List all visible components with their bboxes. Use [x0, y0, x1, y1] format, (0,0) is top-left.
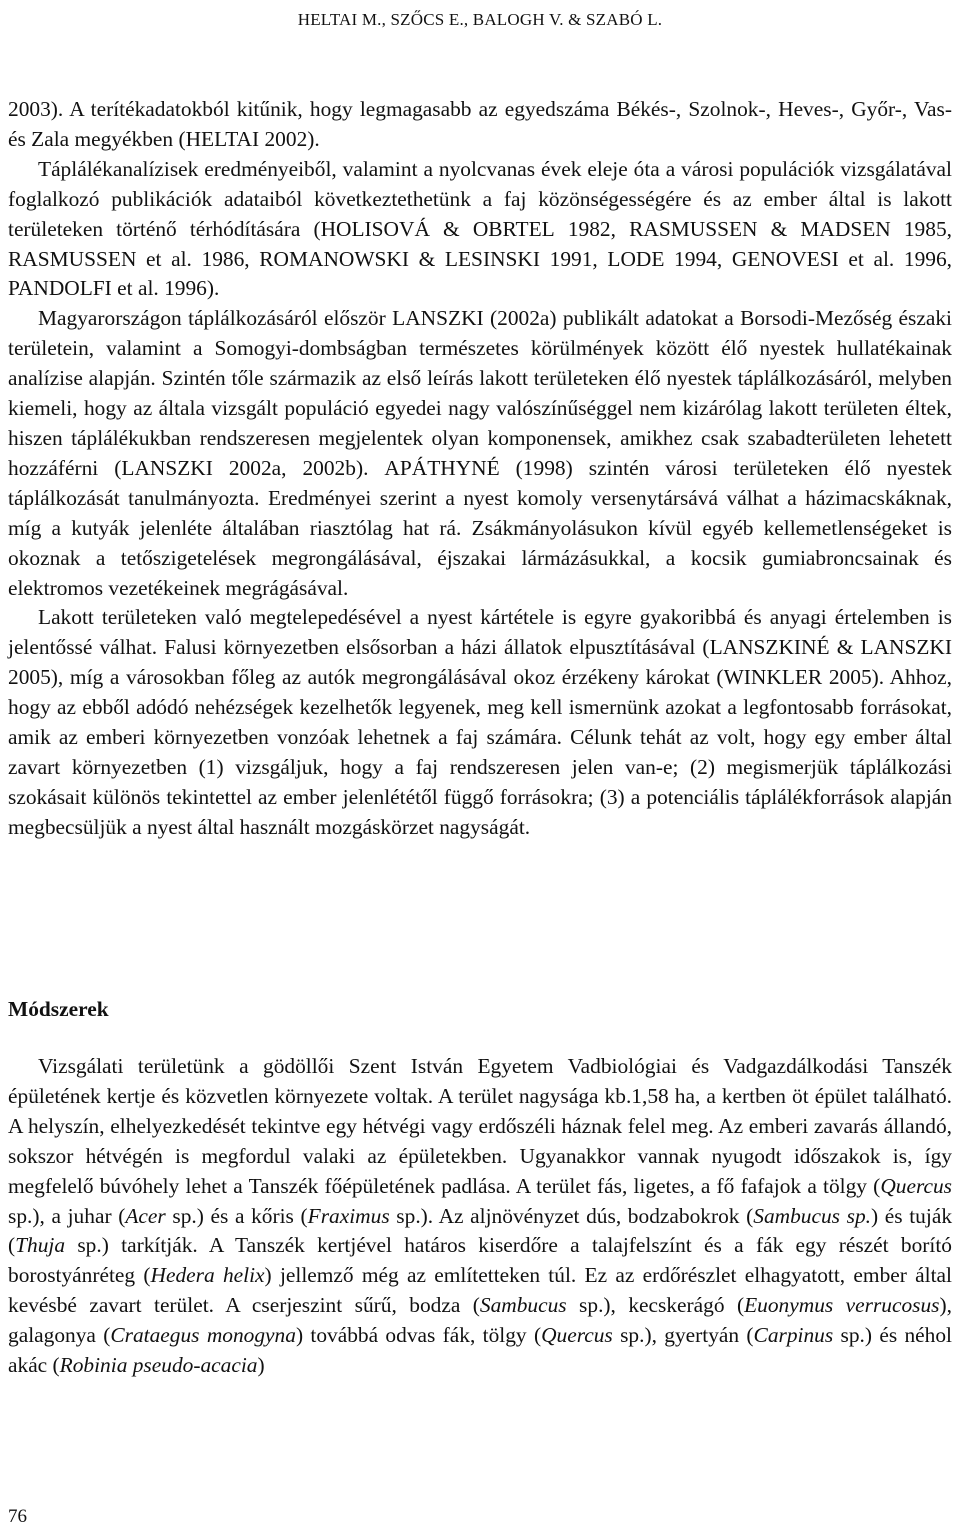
body-text-methods — [8, 1052, 952, 1381]
paragraph-food-analyses: Táplálékanalízisek eredményeiből, valamint a nyolcvanas évek eleje óta a városi populációk vizsgálatával foglalkozó publikációk adataiból következtethetünk a faj közönségességére és az ember által is lakott területeken történő térhódítására (HOLISOVÁ & OBRTEL 1982, RASMUSSEN & MADSEN 1985, RASMUSSEN et al. 1986, ROMANOWSKI & LESINSKI 1991, LODE 1994, GENOVESI et al. 1996, PANDOLFI et al. 1996). — [8, 156, 952, 301]
body-text-upper — [8, 95, 952, 843]
paragraph-hungary-diet: Magyarországon táplálkozásáról először LANSZKI (2002a) publikált adatokat a Borsodi-Mezőség északi területein, valamint a Somogyi-dombságban természetes körülmények között élő nyestek hullatékainak analízise alapján. Szintén tőle származik az első leírás lakott területeken élő nyestek táplálkozásáról, melyben kiemeli, hogy az általa vizsgált populáció egyedei nagy valószínűséggel nem kizárólag lakott területen éltek, hiszen táplálékukban rendszeresen megjelentek olyan komponensek, amikhez csak szabadterületen lehetett hozzáférni (LANSZKI 2002a, 2002b). APÁTHYNÉ (1998) szintén városi területeken élő nyestek táplálkozását tanulmányozta. Eredményei szerint a nyest komoly versenytársává válhat a házimacskáknak, míg a kutyák jelenléte általában riasztólag hat rá. Zsákmányolásukon kívül egyéb kellemetlenségeket is okoznak a tetőszigetelések megrongálásával, éjszakai lármázásukkal, a kocsik gumiabroncsainak és elektromos vezetékeinek megrágásával. — [8, 306, 952, 600]
paragraph-study-area: Vizsgálati területünk a gödöllői Szent István Egyetem Vadbiológiai és Vadgazdálkodási Tanszék épületének kertje és közvetlen környezete voltak. A terület nagysága kb.1,58 ha, a kertben öt épület található. A helyszín, elhelyezkedését tekintve egy hétvégi vagy erdőszéli háznak felel meg. Az emberi zavarás állandó, sokszor hétvégén is megfordul valaki az épületekben. Ugyanakkor vannak nyugodt időszakok is, így megfelelő búvóhely lehet a Tanszék főépületének padlása. A terület fás, ligetes, a fő fafajok a tölgy (Quercus sp.), a juhar (Acer sp.) és a kőris (Fraximus sp.). Az aljnövényzet dús, bodzabokrok (Sambucus sp.) és tuják (Thuja sp.) tarkítják. A Tanszék kertjével határos kiserdőre a talajfelszínt és a fák egy részét borító borostyánréteg (Hedera helix) jellemző még az említetteken túl. Ez az erdőrészlet elhagyatott, ember által kevésbé zavart terület. A cserjeszint sűrű, bodza (Sambucus sp.), kecskerágó (Euonymus verrucosus), galagonya (Crataegus monogyna) továbbá odvas fák, tölgy (Quercus sp.), gyertyán (Carpinus sp.) és néhol akác (Robinia pseudo-acacia) — [8, 1054, 953, 1378]
page-number: 76 — [8, 1506, 27, 1527]
paragraph-continued: 2003). A terítékadatokból kitűnik, hogy legmagasabb az egyedszáma Békés-, Szolnok-, Heves-, Győr-, Vas- és Zala megyékben (HELTAI 2002). — [8, 97, 952, 151]
section-heading: Módszerek — [8, 997, 109, 1021]
paragraph-damage-goals: Lakott területeken való megtelepedésével a nyest kártétele is egyre gyakoribbá és anyagi értelemben is jelentőssé válhat. Falusi környezetben elsősorban a házi állatok elpusztításával (LANSZKINÉ & LANSZKI 2005), míg a városokban főleg az autók megrongálásával okoz érzékeny károkat (WINKLER 2005). Ahhoz, hogy az ebből adódó nehézségek kezelhetők legyenek, meg kell ismernünk azokat a legfontosabb forrásokat, amik az emberi környezetben vonzóak lehetnek a faj számára. Célunk tehát az volt, hogy egy ember által zavart környezetben (1) vizsgáljuk, hogy a faj rendszeresen jelen van-e; (2) megismerjük táplálkozási szokásait különös tekintettel az ember jelenlététől függő forrásokra; (3) a potenciális táplálékforrások alapján megbecsüljük a nyest által használt mozgáskörzet nagyságát. — [8, 605, 952, 839]
running-head: HELTAI M., SZŐCS E., BALOGH V. & SZABÓ L. — [297, 10, 663, 29]
